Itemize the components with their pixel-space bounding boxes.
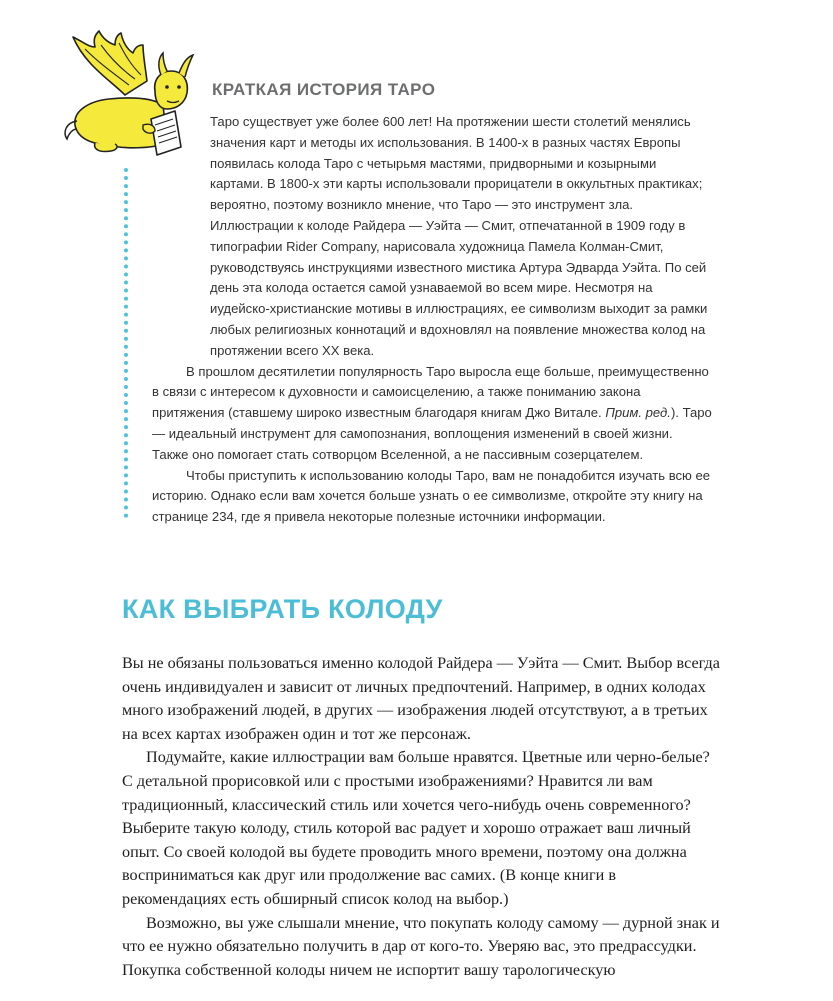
dotted-divider-line xyxy=(124,168,128,518)
main-paragraph-1: Вы не обязаны пользоваться именно колодой Райдера — Уэйта — Смит. Выбор всегда очень индивидуален и зависит от личных предпочтений. Например, в одних колодах много изображений людей, в других — изображения людей отсутствуют, а в третьих на всех картах изображен один и тот же персонаж. xyxy=(122,654,720,743)
sidebar-paragraph-2-end: ). Таро — идеальный инструмент для самопознания, воплощения изменений в своей жизни. Также оно помогает стать сотворцом Вселенной, а не пассивным созерцателем. xyxy=(152,405,712,462)
main-paragraph-3: Возможно, вы уже слышали мнение, что покупать колоду самому — дурной знак и что ее нужно обязательно получить в дар от кого-то. Уверяю вас, это предрассудки. Покупка собственной колоды ничем не испортит вашу тарологическую xyxy=(122,913,720,979)
sidebar-paragraph-3: Чтобы приступить к использованию колоды Таро, вам не понадобится изучать всю ее историю. Однако если вам хочется больше узнать о ее символизме, откройте эту книгу на странице 234, где я привела некоторые полезные источники информации. xyxy=(152,467,711,525)
sidebar-paragraph-1: Таро существует уже более 600 лет! На протяжении шести столетий менялись значения карт и методы их использования. В 1400-х в разных частях Европы появилась колода Таро с четырьмя мастями, придворными и козырными картами. В 1800-х эти карты использовали прорицатели в оккультных практиках; вероятно, поэтому возникло мнение, что Таро — это инструмент зла. Иллюстрации к колоде Райдера — Уэйта — Смит, отпечатанной в 1909 году в типографии Rider Company, нарисовала художница Памела Колман-Смит, руководствуясь инструкциями известного мистика Артура Эдварда Уэйта. По сей день эта колода остается самой узнаваемой во всем мире. Несмотря на иудейско-христианские мотивы в иллюстрациях, ее символизм выходит за рамки любых религиозных коннотаций и вдохновлял на появление множества колод на протяжении всего XX века. xyxy=(210,114,708,358)
sidebar-box xyxy=(152,112,712,528)
sidebar-paragraph-2 xyxy=(152,362,712,466)
sidebar-title: КРАТКАЯ ИСТОРИЯ ТАРО xyxy=(212,80,436,99)
section-heading: КАК ВЫБРАТЬ КОЛОДУ xyxy=(122,594,443,624)
main-text xyxy=(122,652,722,982)
editor-note: Прим. ред. xyxy=(605,405,671,421)
main-paragraph-2: Подумайте, какие иллюстрации вам больше нравятся. Цветные или черно-белые? С детальной прорисовкой или с простыми изображениями? Нравится ли вам традиционный, классический стиль или хочется чего-нибудь очень современного? Выберите такую колоду, стиль которой вас радует и хорошо отражает ваш личный опыт. Со своей колодой вы будете проводить много времени, поэтому она должна восприниматься как друг или продолжение вас самих. (В конце книги в рекомендациях есть обширный список колод на выбор.) xyxy=(122,748,710,908)
sidebar-paragraph-2-start: В прошлом десятилетии популярность Таро выросла еще больше, преимущественно в связи с интересом к духовности и самоисцелению, а также пониманию закона притяжения (ставшему широко известным благодаря книгам Джо Витале. xyxy=(152,363,709,421)
